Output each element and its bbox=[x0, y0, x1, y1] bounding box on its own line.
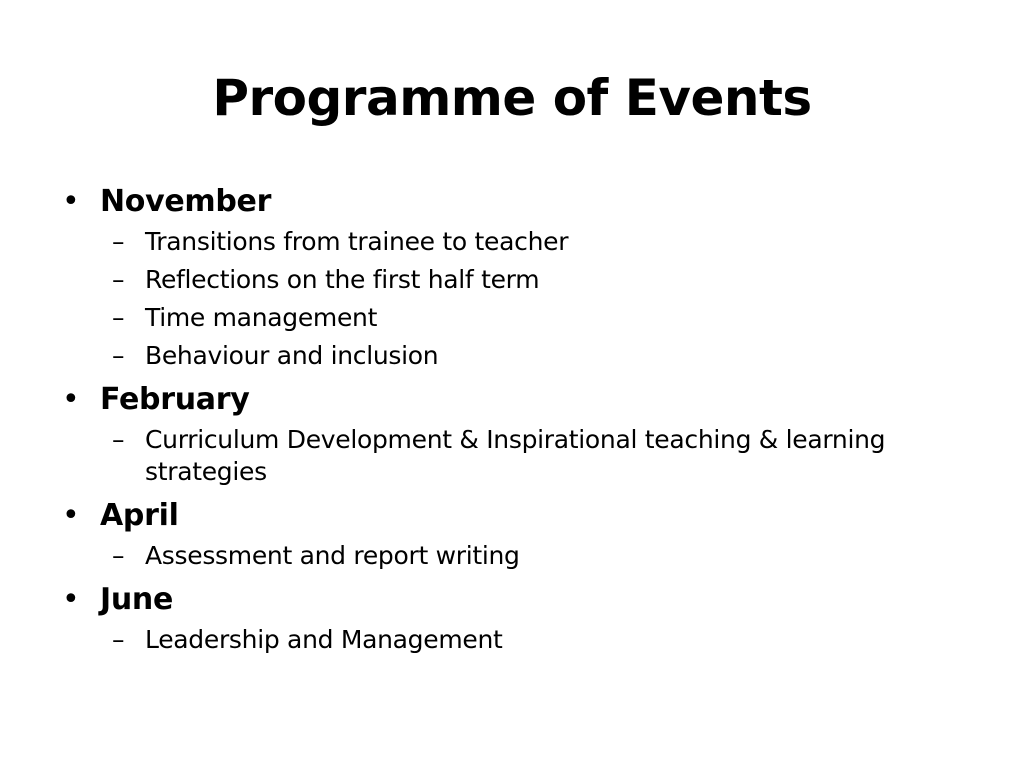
section-heading bbox=[60, 494, 960, 538]
list-item bbox=[60, 424, 960, 488]
list-item bbox=[60, 624, 960, 656]
list-item-text: Curriculum Development & Inspirational teaching & learning strategies bbox=[145, 425, 886, 486]
heading-text: June bbox=[100, 582, 174, 617]
section-february bbox=[60, 378, 960, 488]
list-item-text: Reflections on the first half term bbox=[145, 265, 540, 294]
section-heading bbox=[60, 378, 960, 422]
heading-text: November bbox=[100, 184, 272, 219]
dash-icon: – bbox=[112, 303, 125, 332]
list-item-text: Time management bbox=[145, 303, 378, 332]
dash-icon: – bbox=[112, 425, 125, 454]
dash-icon: – bbox=[112, 227, 125, 256]
section-heading bbox=[60, 578, 960, 622]
list-item-text: Transitions from trainee to teacher bbox=[145, 227, 569, 256]
list-item bbox=[60, 264, 960, 296]
bullet-icon: • bbox=[62, 184, 80, 219]
list-item-text: Leadership and Management bbox=[145, 625, 503, 654]
section-june bbox=[60, 578, 960, 656]
dash-icon: – bbox=[112, 341, 125, 370]
list-item bbox=[60, 540, 960, 572]
list-item-text: Assessment and report writing bbox=[145, 541, 520, 570]
slide-title: Programme of Events bbox=[212, 69, 812, 127]
slide-content bbox=[60, 180, 960, 662]
list-item bbox=[60, 226, 960, 258]
heading-text: April bbox=[100, 498, 179, 533]
section-april bbox=[60, 494, 960, 572]
dash-icon: – bbox=[112, 541, 125, 570]
bullet-icon: • bbox=[62, 582, 80, 617]
section-heading bbox=[60, 180, 960, 224]
bullet-icon: • bbox=[62, 382, 80, 417]
dash-icon: – bbox=[112, 625, 125, 654]
bullet-icon: • bbox=[62, 498, 80, 533]
section-november bbox=[60, 180, 960, 372]
list-item-text: Behaviour and inclusion bbox=[145, 341, 439, 370]
heading-text: February bbox=[100, 382, 250, 417]
list-item bbox=[60, 340, 960, 372]
dash-icon: – bbox=[112, 265, 125, 294]
list-item bbox=[60, 302, 960, 334]
